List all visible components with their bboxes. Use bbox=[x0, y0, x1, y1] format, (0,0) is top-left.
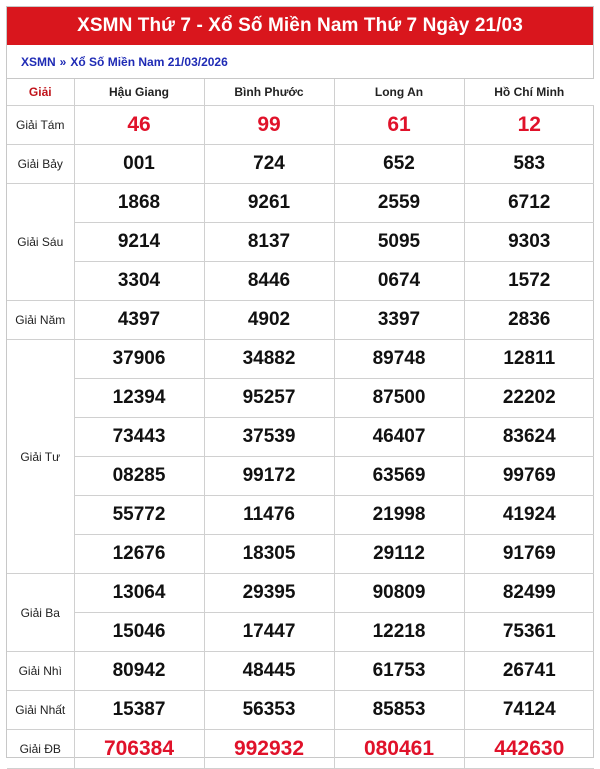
result-cell bbox=[334, 496, 464, 535]
prize-number: 9214 bbox=[117, 231, 161, 252]
result-cell bbox=[334, 613, 464, 652]
prize-number: 73443 bbox=[112, 426, 166, 447]
special-prize-number: 080461 bbox=[363, 737, 435, 760]
result-cell bbox=[334, 301, 464, 340]
prize-number: 9261 bbox=[247, 192, 291, 213]
prize-number: 9303 bbox=[508, 231, 551, 252]
prize-number: 08285 bbox=[112, 465, 166, 486]
prize-number: 1868 bbox=[117, 192, 161, 213]
prize-number: 001 bbox=[123, 153, 155, 174]
prize-number: 95257 bbox=[242, 387, 296, 408]
result-cell bbox=[74, 535, 204, 574]
results-table bbox=[7, 79, 594, 769]
result-cell bbox=[334, 691, 464, 730]
result-cell bbox=[74, 418, 204, 457]
prize-number: 12 bbox=[517, 113, 541, 136]
prize-number: 82499 bbox=[502, 582, 556, 603]
header-province-long-an[interactable]: Long An bbox=[334, 79, 464, 106]
result-cell bbox=[204, 496, 334, 535]
table-header-row bbox=[7, 79, 594, 106]
result-cell bbox=[334, 184, 464, 223]
prize-number: 99769 bbox=[502, 465, 556, 486]
table-row bbox=[7, 106, 594, 145]
prize-number: 91769 bbox=[502, 543, 556, 564]
prize-number: 13064 bbox=[112, 582, 166, 603]
result-cell bbox=[464, 223, 594, 262]
table-row bbox=[7, 535, 594, 574]
prize-number: 3304 bbox=[117, 270, 161, 291]
prize-number: 21998 bbox=[372, 504, 426, 525]
prize-number: 22202 bbox=[502, 387, 556, 408]
header-province-binh-phuoc[interactable]: Bình Phước bbox=[204, 79, 334, 106]
prize-label: Giải Bảy bbox=[7, 145, 74, 184]
result-cell bbox=[74, 574, 204, 613]
result-cell bbox=[464, 535, 594, 574]
result-cell bbox=[204, 613, 334, 652]
result-cell bbox=[204, 574, 334, 613]
results-card bbox=[6, 6, 594, 758]
result-cell bbox=[204, 340, 334, 379]
table-row bbox=[7, 340, 594, 379]
prize-number: 15387 bbox=[112, 699, 166, 720]
result-cell bbox=[74, 613, 204, 652]
results-body bbox=[7, 106, 594, 769]
prize-number: 46 bbox=[127, 113, 151, 136]
result-cell bbox=[74, 457, 204, 496]
prize-number: 8446 bbox=[247, 270, 291, 291]
prize-number: 12218 bbox=[372, 621, 426, 642]
result-cell bbox=[74, 184, 204, 223]
result-cell bbox=[334, 106, 464, 145]
prize-number: 87500 bbox=[372, 387, 426, 408]
prize-number: 85853 bbox=[372, 699, 426, 720]
table-row bbox=[7, 691, 594, 730]
prize-number: 63569 bbox=[372, 465, 426, 486]
result-cell bbox=[334, 574, 464, 613]
prize-label: Giải Tư bbox=[7, 340, 74, 574]
prize-number: 29395 bbox=[242, 582, 296, 603]
result-cell bbox=[334, 535, 464, 574]
result-cell bbox=[74, 379, 204, 418]
prize-number: 46407 bbox=[372, 426, 426, 447]
page-title: XSMN Thứ 7 - Xổ Số Miền Nam Thứ 7 Ngày 21/03 bbox=[7, 7, 593, 45]
breadcrumb bbox=[7, 45, 593, 79]
prize-number: 0674 bbox=[377, 270, 421, 291]
prize-number: 3397 bbox=[377, 309, 421, 330]
prize-number: 56353 bbox=[242, 699, 296, 720]
table-row bbox=[7, 379, 594, 418]
prize-label: Giải Sáu bbox=[7, 184, 74, 301]
prize-number: 18305 bbox=[242, 543, 296, 564]
result-cell bbox=[204, 184, 334, 223]
result-cell bbox=[464, 262, 594, 301]
prize-number: 5095 bbox=[377, 231, 421, 252]
breadcrumb-link-xsmn[interactable]: XSMN bbox=[21, 54, 56, 69]
prize-number: 6712 bbox=[508, 192, 551, 213]
special-prize-number: 442630 bbox=[494, 737, 565, 760]
header-prize: Giải bbox=[7, 79, 74, 106]
prize-number: 2836 bbox=[508, 309, 551, 330]
result-cell bbox=[204, 457, 334, 496]
prize-number: 26741 bbox=[502, 660, 556, 681]
table-row bbox=[7, 301, 594, 340]
result-cell bbox=[204, 418, 334, 457]
result-cell bbox=[204, 301, 334, 340]
result-cell bbox=[464, 106, 594, 145]
result-cell bbox=[464, 652, 594, 691]
prize-number: 80942 bbox=[112, 660, 166, 681]
table-row bbox=[7, 145, 594, 184]
result-cell bbox=[74, 340, 204, 379]
prize-label: Giải Ba bbox=[7, 574, 74, 652]
prize-number: 29112 bbox=[373, 543, 425, 564]
result-cell bbox=[464, 301, 594, 340]
prize-label: Giải ĐB bbox=[7, 730, 74, 769]
prize-label: Giải Năm bbox=[7, 301, 74, 340]
result-cell bbox=[464, 379, 594, 418]
prize-number: 55772 bbox=[112, 504, 166, 525]
prize-number: 34882 bbox=[242, 348, 296, 369]
result-cell bbox=[334, 223, 464, 262]
prize-number: 724 bbox=[253, 153, 285, 174]
prize-label: Giải Nhất bbox=[7, 691, 74, 730]
prize-number: 37906 bbox=[112, 348, 166, 369]
prize-number: 4902 bbox=[247, 309, 291, 330]
header-province-ho-chi-minh[interactable]: Hồ Chí Minh bbox=[464, 79, 594, 106]
header-province-hau-giang[interactable]: Hậu Giang bbox=[74, 79, 204, 106]
table-row bbox=[7, 223, 594, 262]
result-cell bbox=[74, 223, 204, 262]
result-cell bbox=[334, 262, 464, 301]
result-cell bbox=[74, 145, 204, 184]
result-cell bbox=[464, 418, 594, 457]
prize-number: 12676 bbox=[112, 543, 166, 564]
prize-number: 99172 bbox=[242, 465, 296, 486]
special-prize-number: 706384 bbox=[103, 737, 175, 760]
prize-number: 37539 bbox=[242, 426, 296, 447]
prize-label: Giải Tám bbox=[7, 106, 74, 145]
result-cell bbox=[204, 691, 334, 730]
prize-number: 17447 bbox=[242, 621, 296, 642]
result-cell bbox=[74, 652, 204, 691]
result-cell bbox=[464, 340, 594, 379]
prize-number: 12394 bbox=[112, 387, 166, 408]
result-cell bbox=[464, 457, 594, 496]
prize-number: 48445 bbox=[242, 660, 296, 681]
result-cell bbox=[334, 145, 464, 184]
result-cell bbox=[464, 496, 594, 535]
result-cell bbox=[74, 691, 204, 730]
result-cell bbox=[464, 574, 594, 613]
prize-number: 90809 bbox=[372, 582, 426, 603]
table-row bbox=[7, 184, 594, 223]
result-cell bbox=[464, 691, 594, 730]
result-cell bbox=[204, 145, 334, 184]
result-cell bbox=[334, 457, 464, 496]
prize-number: 75361 bbox=[502, 621, 556, 642]
special-prize-number: 992932 bbox=[233, 737, 305, 760]
table-row bbox=[7, 574, 594, 613]
result-cell bbox=[204, 379, 334, 418]
result-cell bbox=[204, 106, 334, 145]
result-cell bbox=[464, 145, 594, 184]
prize-number: 12811 bbox=[503, 348, 556, 369]
result-cell bbox=[204, 652, 334, 691]
prize-number: 1572 bbox=[508, 270, 551, 291]
result-cell bbox=[74, 301, 204, 340]
result-cell bbox=[74, 496, 204, 535]
table-row bbox=[7, 496, 594, 535]
result-cell bbox=[204, 535, 334, 574]
prize-number: 2559 bbox=[377, 192, 421, 213]
prize-number: 41924 bbox=[502, 504, 556, 525]
breadcrumb-separator: » bbox=[59, 54, 67, 69]
prize-number: 652 bbox=[383, 153, 415, 174]
prize-number: 4397 bbox=[117, 309, 161, 330]
result-cell bbox=[334, 340, 464, 379]
table-row bbox=[7, 457, 594, 496]
prize-number: 83624 bbox=[502, 426, 556, 447]
prize-number: 61 bbox=[387, 113, 411, 136]
result-cell bbox=[334, 379, 464, 418]
table-row bbox=[7, 652, 594, 691]
prize-number: 8137 bbox=[247, 231, 291, 252]
result-cell bbox=[74, 106, 204, 145]
prize-number: 583 bbox=[513, 153, 546, 174]
prize-number: 61753 bbox=[372, 660, 426, 681]
result-cell bbox=[204, 262, 334, 301]
table-row bbox=[7, 613, 594, 652]
prize-number: 11476 bbox=[243, 504, 295, 525]
result-cell bbox=[74, 262, 204, 301]
result-cell bbox=[334, 652, 464, 691]
result-cell bbox=[204, 223, 334, 262]
table-row bbox=[7, 418, 594, 457]
prize-number: 15046 bbox=[112, 621, 166, 642]
prize-label: Giải Nhì bbox=[7, 652, 74, 691]
prize-number: 89748 bbox=[372, 348, 426, 369]
result-cell bbox=[334, 418, 464, 457]
breadcrumb-current[interactable]: Xổ Số Miền Nam 21/03/2026 bbox=[70, 54, 228, 69]
result-cell bbox=[464, 184, 594, 223]
table-row bbox=[7, 262, 594, 301]
prize-number: 99 bbox=[257, 113, 281, 136]
prize-number: 74124 bbox=[502, 699, 556, 720]
result-cell bbox=[464, 613, 594, 652]
